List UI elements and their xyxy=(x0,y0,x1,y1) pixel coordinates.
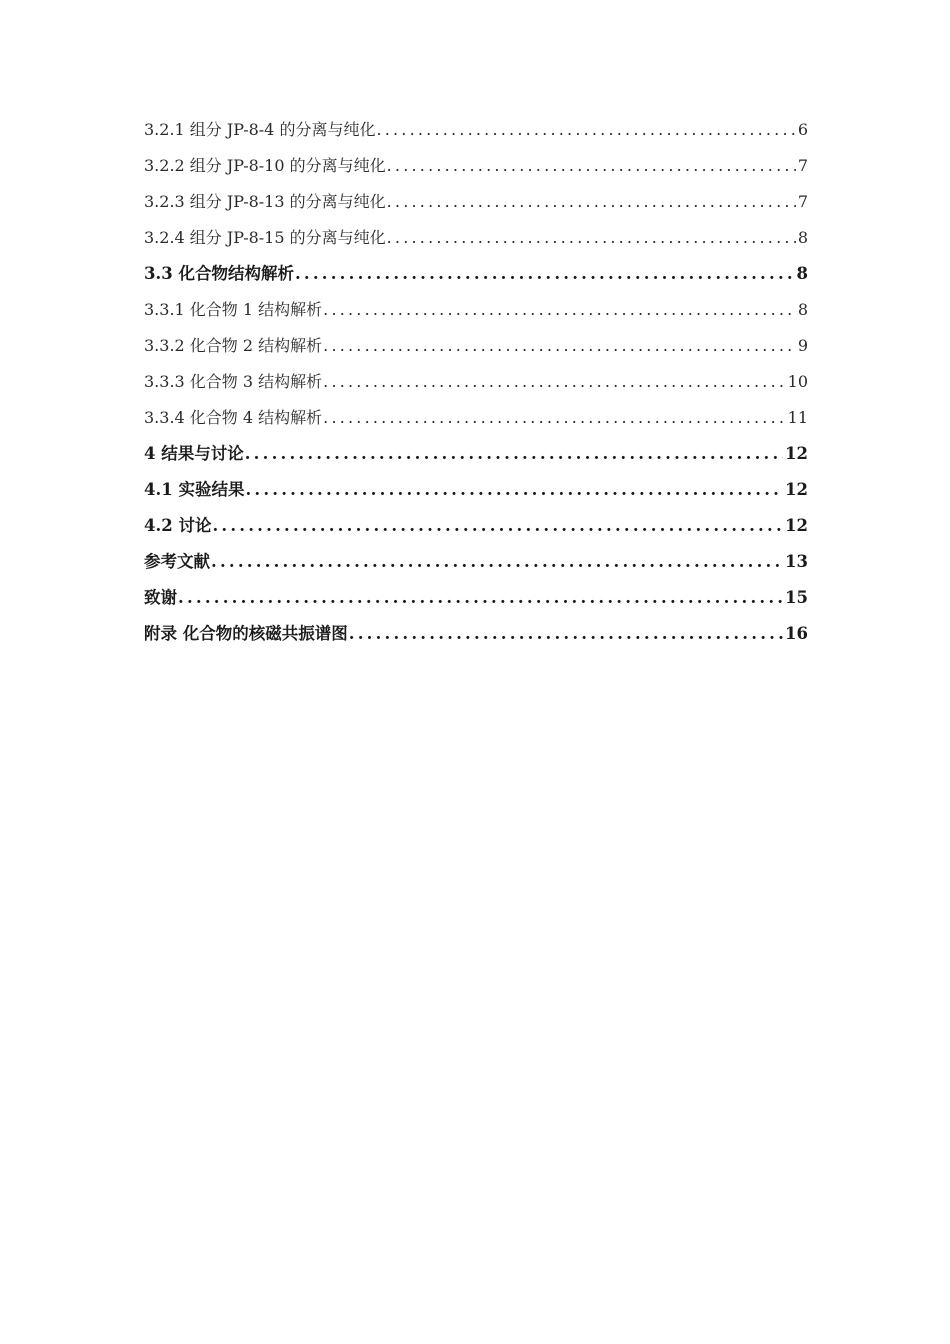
toc-entry-page: 11 xyxy=(787,408,808,427)
toc-entry[interactable] xyxy=(144,436,808,472)
toc-entry-page: 13 xyxy=(785,552,808,571)
toc-entry[interactable] xyxy=(144,580,808,616)
toc-dot-leader xyxy=(323,328,796,364)
toc-dot-leader xyxy=(211,544,783,580)
toc-entry-title: 3.2.2 组分 JP-8-10 的分离与纯化 xyxy=(144,156,386,175)
toc-entry[interactable] xyxy=(144,508,808,544)
toc-entry-title: 3.2.3 组分 JP-8-13 的分离与纯化 xyxy=(144,192,386,211)
toc-entry-title: 4.1 实验结果 xyxy=(144,480,245,499)
toc-entry-title: 3.2.4 组分 JP-8-15 的分离与纯化 xyxy=(144,228,386,247)
toc-entry[interactable] xyxy=(144,292,808,328)
toc-entry-title: 3.3.3 化合物 3 结构解析 xyxy=(144,372,323,391)
toc-entry-page: 8 xyxy=(796,264,808,283)
toc-dot-leader xyxy=(349,616,783,652)
toc-entry-page: 12 xyxy=(785,444,808,463)
toc-entry-title: 参考文献 xyxy=(144,552,210,571)
toc-entry[interactable] xyxy=(144,328,808,364)
toc-entry-page: 15 xyxy=(785,588,808,607)
toc-entry-title: 3.3.4 化合物 4 结构解析 xyxy=(144,408,323,427)
toc-dot-leader xyxy=(323,364,785,400)
toc-entry[interactable] xyxy=(144,184,808,220)
toc-dot-leader xyxy=(323,292,796,328)
toc-dot-leader xyxy=(387,220,796,256)
toc-entry-page: 10 xyxy=(787,372,808,391)
toc-entry[interactable] xyxy=(144,544,808,580)
toc-dot-leader xyxy=(245,436,783,472)
toc-entry-page: 8 xyxy=(797,300,808,319)
toc-entry-title: 3.3.1 化合物 1 结构解析 xyxy=(144,300,323,319)
toc-entry-title: 附录 化合物的核磁共振谱图 xyxy=(144,624,348,643)
toc-entry-page: 7 xyxy=(797,156,808,175)
table-of-contents xyxy=(144,112,808,652)
toc-entry[interactable] xyxy=(144,400,808,436)
toc-entry[interactable] xyxy=(144,256,808,292)
toc-entry-page: 9 xyxy=(797,336,808,355)
toc-entry-title: 3.3.2 化合物 2 结构解析 xyxy=(144,336,323,355)
toc-entry[interactable] xyxy=(144,112,808,148)
toc-entry-page: 8 xyxy=(797,228,808,247)
toc-entry-page: 16 xyxy=(785,624,808,643)
toc-entry-page: 7 xyxy=(797,192,808,211)
toc-entry-title: 4.2 讨论 xyxy=(144,516,212,535)
toc-dot-leader xyxy=(323,400,785,436)
toc-entry-title: 致谢 xyxy=(144,588,177,607)
toc-entry[interactable] xyxy=(144,220,808,256)
toc-dot-leader xyxy=(245,472,783,508)
toc-dot-leader xyxy=(295,256,795,292)
toc-entry-title: 4 结果与讨论 xyxy=(144,444,244,463)
toc-entry-page: 12 xyxy=(785,480,808,499)
toc-entry[interactable] xyxy=(144,616,808,652)
toc-entry[interactable] xyxy=(144,472,808,508)
toc-dot-leader xyxy=(212,508,783,544)
toc-dot-leader xyxy=(387,184,796,220)
toc-entry[interactable] xyxy=(144,364,808,400)
toc-entry-page: 12 xyxy=(785,516,808,535)
toc-dot-leader xyxy=(178,580,783,616)
toc-entry-page: 6 xyxy=(797,120,808,139)
toc-entry-title: 3.3 化合物结构解析 xyxy=(144,264,294,283)
toc-entry[interactable] xyxy=(144,148,808,184)
toc-dot-leader xyxy=(376,112,795,148)
toc-dot-leader xyxy=(387,148,796,184)
toc-entry-title: 3.2.1 组分 JP-8-4 的分离与纯化 xyxy=(144,120,376,139)
